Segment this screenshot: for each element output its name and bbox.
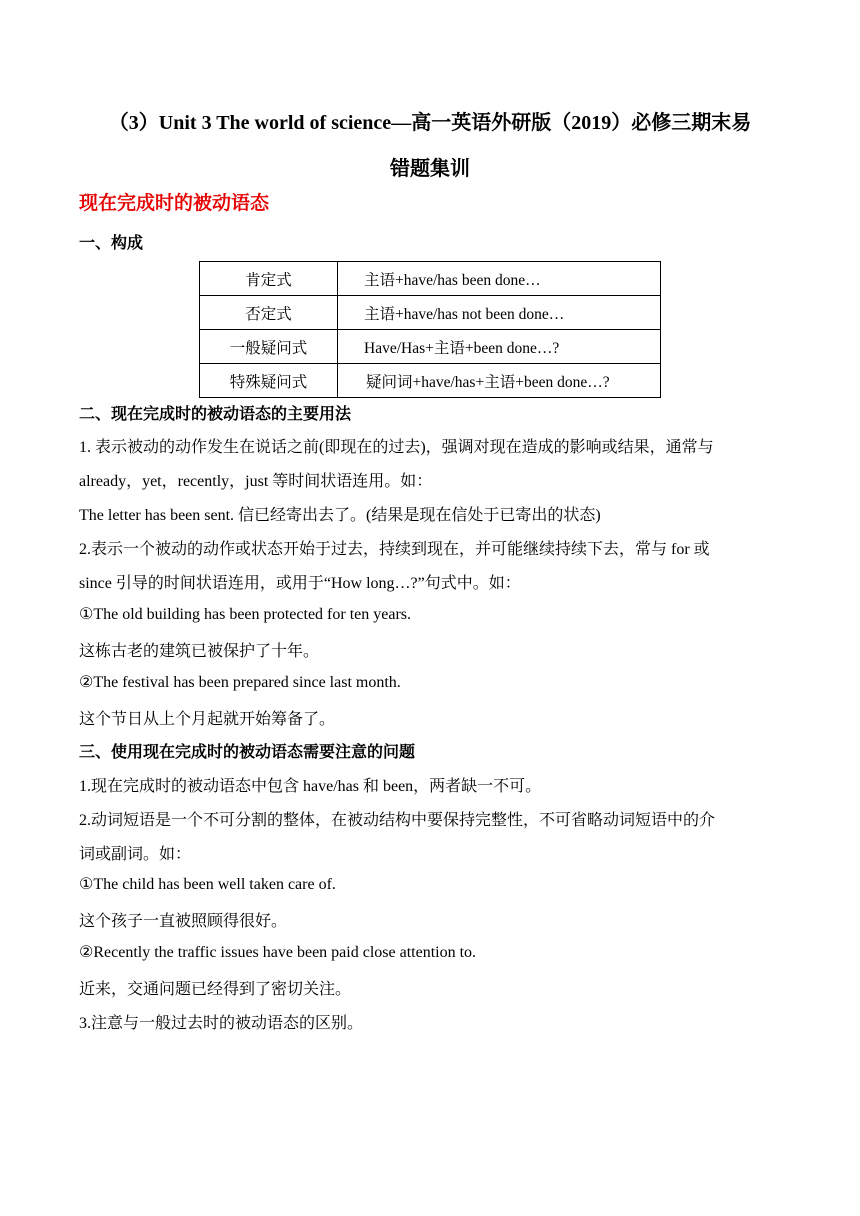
form-cell: 否定式 [200, 296, 338, 330]
note-2-line-1: 2.动词短语是一个不可分割的整体，在被动结构中要保持完整性，不可省略动词短语中的介 [79, 812, 716, 829]
example-sentence: The letter has been sent. 信已经寄出去了。(结果是现在信处于已寄出的状态) [79, 507, 601, 524]
usage-1-line-2: already，yet，recently，just 等时间状语连用。如： [79, 473, 433, 490]
table-row [200, 330, 661, 364]
document-title [60, 100, 800, 192]
section-2-heading: 二、现在完成时的被动语态的主要用法 [79, 406, 352, 423]
example-sentence: ②Recently the traffic issues have been paid close attention to. [79, 944, 477, 961]
note-1: 1.现在完成时的被动语态中包含 have/has 和 been，两者缺一不可。 [79, 778, 542, 795]
pattern-cell: Have/Has+主语+been done…? [338, 330, 661, 364]
section-1-heading: 一、构成 [79, 235, 144, 252]
usage-1-line-1: 1. 表示被动的动作发生在说话之前(即现在的过去)，强调对现在造成的影响或结果，通常与 [79, 439, 714, 456]
example-translation: 这栋古老的建筑已被保护了十年。 [79, 643, 320, 660]
usage-2-line-2: since 引导的时间状语连用，或用于“How long…?”句式中。如： [79, 575, 521, 592]
pattern-cell: 主语+have/has been done… [338, 262, 661, 296]
form-cell: 一般疑问式 [200, 330, 338, 364]
example-sentence: ①The old building has been protected for ten years. [79, 606, 412, 623]
note-2-line-2: 词或副词。如： [79, 846, 192, 863]
title-line-1: （3）Unit 3 The world of science—高一英语外研版（2019）必修三期末易 [108, 112, 752, 134]
usage-2-line-1: 2.表示一个被动的动作或状态开始于过去，持续到现在，并可能继续持续下去，常与 for 或 [79, 541, 710, 558]
table-row [200, 262, 661, 296]
title-line-2: 错题集训 [390, 158, 470, 180]
example-sentence: ①The child has been well taken care of. [79, 876, 336, 893]
form-cell: 肯定式 [200, 262, 338, 296]
table-row [200, 296, 661, 330]
pattern-cell: 疑问词+have/has+主语+been done…? [338, 364, 661, 398]
example-translation: 这个孩子一直被照顾得很好。 [79, 913, 288, 930]
example-translation: 这个节日从上个月起就开始筹备了。 [79, 711, 336, 728]
table-row [200, 364, 661, 398]
section-3-heading: 三、使用现在完成时的被动语态需要注意的问题 [79, 744, 416, 761]
structure-table [199, 261, 661, 398]
form-cell: 特殊疑问式 [200, 364, 338, 398]
topic-heading: 现在完成时的被动语态 [79, 193, 270, 214]
note-3: 3.注意与一般过去时的被动语态的区别。 [79, 1015, 364, 1032]
pattern-cell: 主语+have/has not been done… [338, 296, 661, 330]
example-translation: 近来，交通问题已经得到了密切关注。 [79, 981, 352, 998]
example-sentence: ②The festival has been prepared since last month. [79, 674, 401, 691]
